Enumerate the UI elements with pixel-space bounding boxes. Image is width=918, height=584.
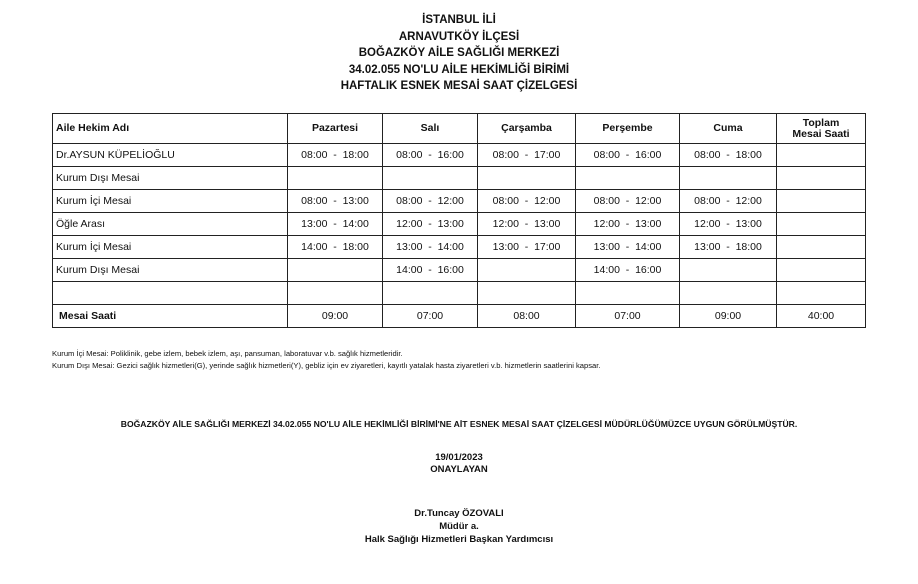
notes [52,348,600,372]
table-row [53,259,866,282]
table-cell: 08:00 - 16:00 [383,144,478,167]
table-cell [777,259,866,282]
total-cell: 07:00 [576,305,680,328]
schedule-table [52,113,866,328]
signatory-name: Dr.Tuncay ÖZOVALI [414,508,504,519]
signatory-position: Halk Sağlığı Hizmetleri Başkan Yardımcısı [364,534,554,545]
table-cell [478,282,576,305]
table-cell: 13:00 - 14:00 [576,236,680,259]
header-unit: 34.02.055 NO'LU AİLE HEKİMLİĞİ BİRİMİ [348,63,570,76]
table-cell [680,282,777,305]
table-cell [478,259,576,282]
table-cell: 08:00 - 12:00 [383,190,478,213]
table-cell: 08:00 - 13:00 [288,190,383,213]
table-cell [777,282,866,305]
table-cell [383,282,478,305]
table-cell: 12:00 - 13:00 [576,213,680,236]
table-row [53,213,866,236]
header-schedule-title: HAFTALIK ESNEK MESAİ SAAT ÇİZELGESİ [340,80,578,92]
header-health-center: BOĞAZKÖY AİLE SAĞLIĞI MERKEZİ [358,47,560,59]
table-cell: 08:00 - 12:00 [680,190,777,213]
column-header-thursday: Perşembe [576,114,680,144]
table-cell [680,259,777,282]
row-label: Kurum Dışı Mesai [53,259,288,282]
table-cell: 14:00 - 18:00 [288,236,383,259]
total-cell: 07:00 [383,305,478,328]
total-row-label: Mesai Saati [53,305,288,328]
table-row [53,282,866,305]
row-label: Dr.AYSUN KÜPELİOĞLU [53,144,288,167]
row-label [53,282,288,305]
table-cell: 12:00 - 13:00 [383,213,478,236]
table-cell [777,167,866,190]
table-cell: 14:00 - 16:00 [576,259,680,282]
row-label: Kurum Dışı Mesai [53,167,288,190]
signatory-block [0,507,918,546]
column-header-wednesday: Çarşamba [478,114,576,144]
total-cell: 09:00 [680,305,777,328]
row-label: Öğle Arası [53,213,288,236]
total-row [53,305,866,328]
table-row [53,236,866,259]
table-cell [576,167,680,190]
approval-block [0,452,918,476]
table-cell [777,190,866,213]
table-cell: 08:00 - 18:00 [680,144,777,167]
table-header-row [53,114,866,144]
table-cell [777,236,866,259]
note-external-hours: Kurum Dışı Mesai: Gezici sağlık hizmetleri(G), yerinde sağlık hizmetleri(Y), gebliz için ev ziyaretleri, kayıtlı yatalak hasta ziyaretleri v.b. hizmetlerin saatlerini kapsar. [52,361,601,370]
signatory-title: Müdür a. [439,521,479,532]
table-cell: 13:00 - 17:00 [478,236,576,259]
header-province: İSTANBUL İLİ [422,14,496,26]
approval-date: 19/01/2023 [435,452,483,463]
table-cell: 08:00 - 12:00 [576,190,680,213]
row-label: Kurum İçi Mesai [53,236,288,259]
table-cell: 12:00 - 13:00 [680,213,777,236]
column-header-total: Toplam Mesai Saati [777,114,866,144]
table-cell: 13:00 - 14:00 [288,213,383,236]
table-cell: 13:00 - 18:00 [680,236,777,259]
table-cell [288,282,383,305]
table-cell: 08:00 - 18:00 [288,144,383,167]
table-row [53,190,866,213]
table-cell: 08:00 - 12:00 [478,190,576,213]
column-header-monday: Pazartesi [288,114,383,144]
table-cell [576,282,680,305]
table-cell [288,167,383,190]
header-district: ARNAVUTKÖY İLÇESİ [398,30,520,43]
table-cell: 12:00 - 13:00 [478,213,576,236]
note-internal-hours: Kurum İçi Mesai: Poliklinik, gebe izlem, bebek izlem, aşı, pansuman, laboratuvar v.b. sağlık hizmetleridir. [52,349,403,358]
table-cell: 13:00 - 14:00 [383,236,478,259]
table-cell [478,167,576,190]
total-cell: 08:00 [478,305,576,328]
table-cell [383,167,478,190]
table-cell [680,167,777,190]
column-header-tuesday: Salı [383,114,478,144]
column-header-friday: Cuma [680,114,777,144]
row-label: Kurum İçi Mesai [53,190,288,213]
table-cell: 08:00 - 17:00 [478,144,576,167]
total-cell: 40:00 [777,305,866,328]
column-header-name: Aile Hekim Adı [53,114,288,144]
table-cell: 14:00 - 16:00 [383,259,478,282]
approved-by-label: ONAYLAYAN [430,464,488,475]
table-cell [288,259,383,282]
table-cell [777,144,866,167]
total-cell: 09:00 [288,305,383,328]
table-cell: 08:00 - 16:00 [576,144,680,167]
document-header [0,12,918,95]
table-cell [777,213,866,236]
table-row [53,167,866,190]
table-row [53,144,866,167]
approval-statement: BOĞAZKÖY AİLE SAĞLIĞI MERKEZİ 34.02.055 NO'LU AİLE HEKİMLİĞİ BİRİMİ'NE AİT ESNEK MESAİ SAAT ÇİZELGESİ MÜDÜRLÜĞÜMÜZCE UYGUN GÖRÜLMÜŞTÜR. [120,419,798,429]
